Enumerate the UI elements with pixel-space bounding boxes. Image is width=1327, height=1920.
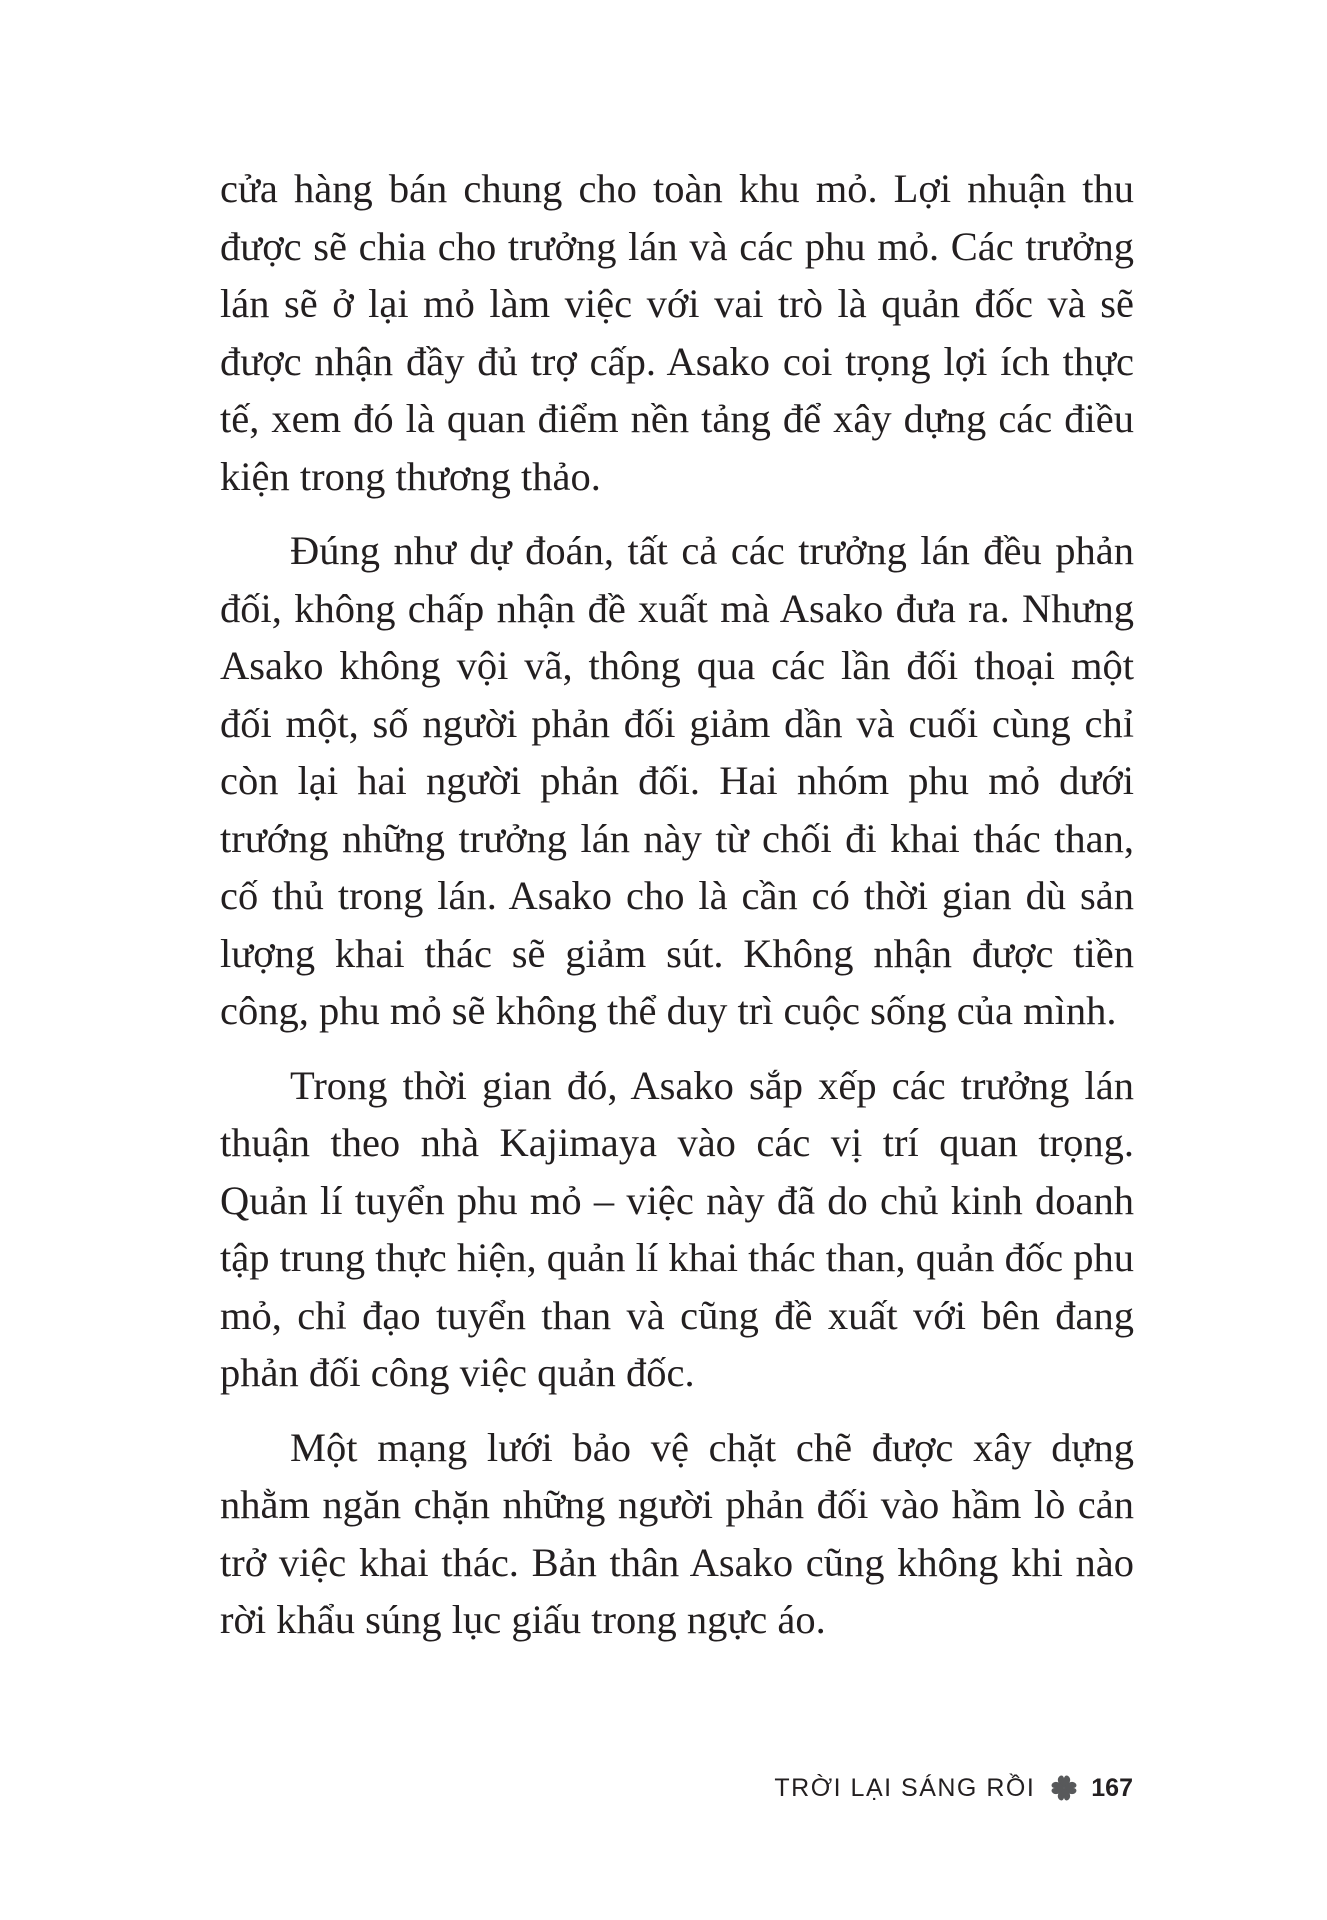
page-footer <box>774 1766 1133 1810</box>
paragraph-1: cửa hàng bán chung cho toàn khu mỏ. Lợi nhuận thu được sẽ chia cho trưởng lán và các phu mỏ. Các trưởng lán sẽ ở lại mỏ làm việc với vai trò là quản đốc và sẽ được nhận đầy đủ trợ cấp. Asako coi trọng lợi ích thực tế, xem đó là quan điểm nền tảng để xây dựng các điều kiện trong thương thảo. <box>220 166 1134 499</box>
body-text <box>220 160 1134 1666</box>
paragraph-3: Trong thời gian đó, Asako sắp xếp các trưởng lán thuận theo nhà Kajimaya vào các vị trí quan trọng. Quản lí tuyển phu mỏ – việc này đã do chủ kinh doanh tập trung thực hiện, quản lí khai thác than, quản đốc phu mỏ, chỉ đạo tuyển than và cũng đề xuất với bên đang phản đối công việc quản đốc. <box>220 1062 1134 1395</box>
page-number: 167 <box>1091 1773 1133 1802</box>
paragraph-4: Một mạng lưới bảo vệ chặt chẽ được xây dựng nhằm ngăn chặn những người phản đối vào hầm lò cản trở việc khai thác. Bản thân Asako cũng không khi nào rời khẩu súng lục giấu trong ngực áo. <box>220 1424 1134 1642</box>
paragraph-2: Đúng như dự đoán, tất cả các trưởng lán đều phản đối, không chấp nhận đề xuất mà Asako đưa ra. Nhưng Asako không vội vã, thông qua các lần đối thoại một đối một, số người phản đối giảm dần và cuối cùng chỉ còn lại hai người phản đối. Hai nhóm phu mỏ dưới trướng những trưởng lán này từ chối đi khai thác than, cố thủ trong lán. Asako cho là cần có thời gian dù sản lượng khai thác sẽ giảm sút. Không nhận được tiền công, phu mỏ sẽ không thể duy trì cuộc sống của mình. <box>220 528 1134 1033</box>
clover-icon <box>1047 1771 1081 1805</box>
running-title: TRỜI LẠI SÁNG RỒI <box>774 1773 1036 1802</box>
